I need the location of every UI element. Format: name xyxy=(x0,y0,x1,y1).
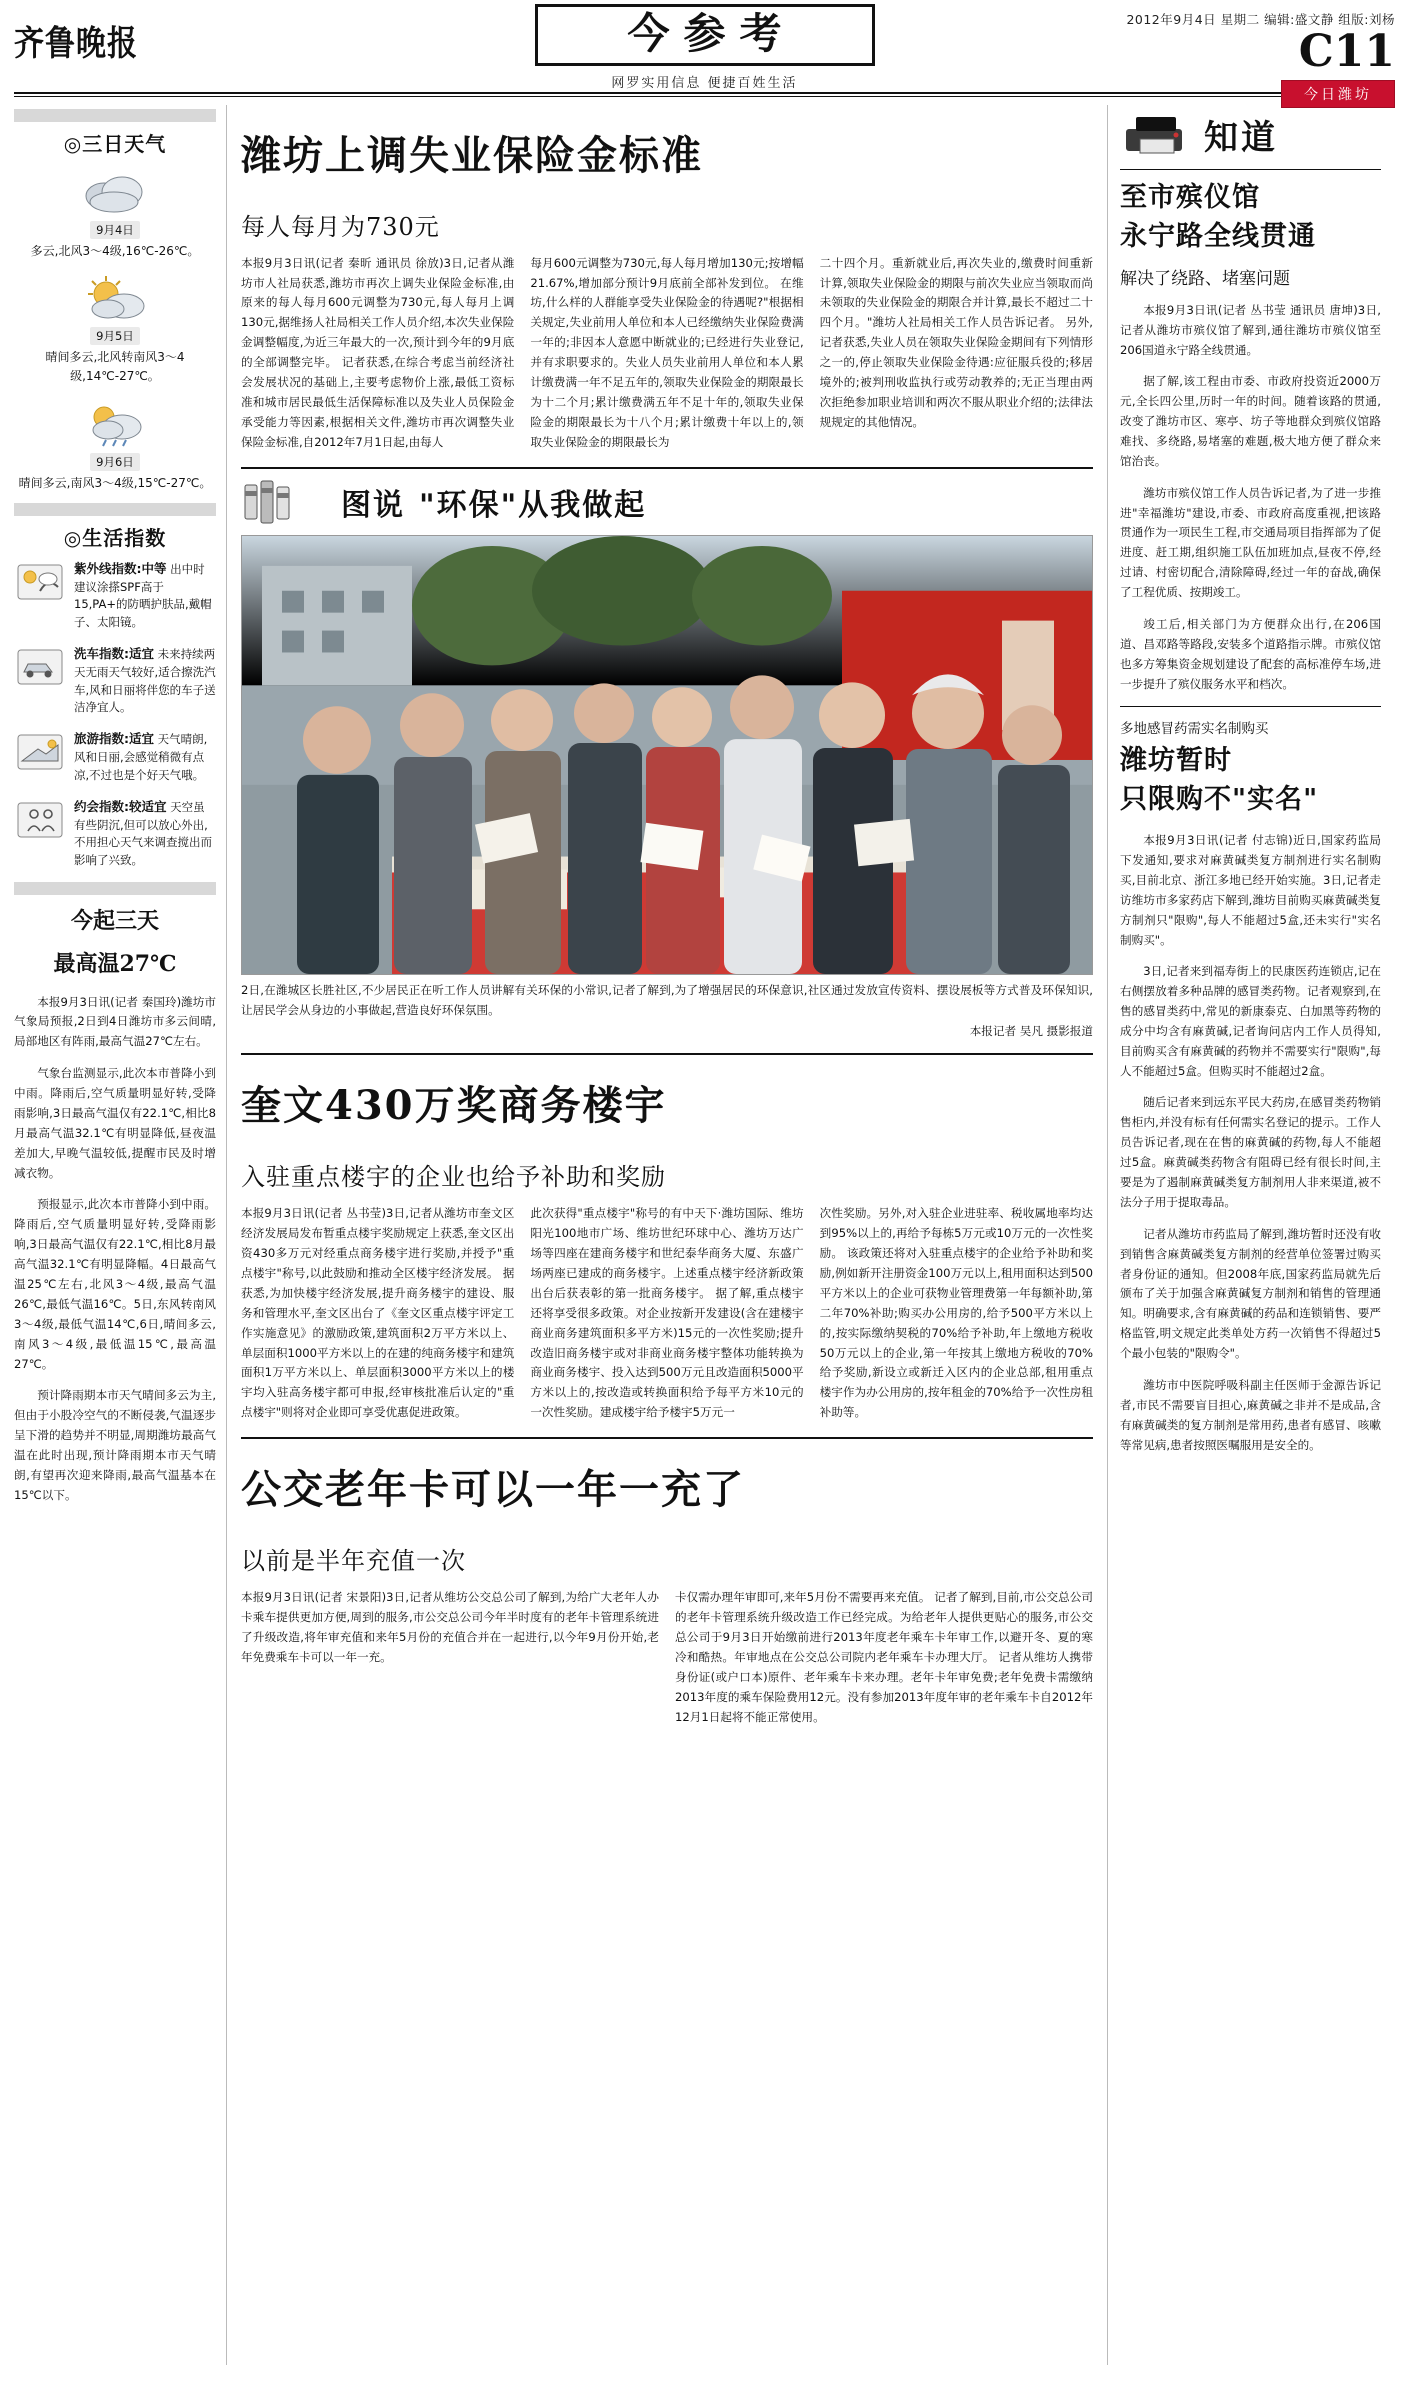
article-cemetery-road xyxy=(1120,178,1381,695)
article-body xyxy=(241,254,1093,453)
article-paragraph: 本报9月3日讯(记者 丛书莹 通讯员 唐坤)3日,记者从潍坊市殡仪馆了解到,通往潍坊市殡仪馆至206国道永宁路全线贯通。 xyxy=(1120,302,1381,357)
forecast-paragraph: 预计降雨期本市天气晴间多云为主,但由于小股冷空气的不断侵袭,气温逐步呈下滑的趋势并不明显,周期潍坊最高气温在此时出现,预计降雨期本市天气晴朗,有望再次迎来降雨,最高气温基本在15℃以下。 xyxy=(14,1388,216,1502)
photo-feature-header xyxy=(241,479,1093,525)
life-index-desc: 天空虽有些阴沉,但可以放心外出,不用担心天气来调查搅出而影响了兴致。 xyxy=(74,799,212,868)
life-index-text xyxy=(74,644,216,717)
life-index-text xyxy=(74,559,216,632)
article-subheadline: 每人每月为730元 xyxy=(241,212,440,241)
weather-day xyxy=(14,165,216,261)
photo-feature-title: "环保"从我做起 xyxy=(419,487,647,523)
article-headline: 公交老年卡可以一年一充了 xyxy=(241,1466,745,1514)
forecast-title-line2: 最高温27℃ xyxy=(53,950,177,977)
forecast-paragraph: 气象台监测显示,此次本市普降小到中雨。降雨后,空气质量明显好转,受降雨影响,3日最高气温仅有22.1℃,相比8月最高气温32.1℃有明显降低,昼夜温差加大,早晚气温较低,提醒市民及时增减衣物。 xyxy=(14,1065,216,1180)
article-column: 卡仅需办理年审即可,来年5月份不需要再来充值。 记者了解到,目前,市公交总公司的老年卡管理系统升级改造工作已经完成。为给老年人提供更贴心的服务,市公交总公司于9月3日开始缴前进行2013年度老年乘车卡年审工作,以避开冬、夏的寒冷和酷热。年审地点在公交总公司院内老年乘车卡办理大厅。 记者从维坊人携带身份证(或户口本)原件、老年乘车卡来办理。老年卡年审免费;老年免费卡需缴纳2013年度的乘车保险费用12元。没有参加2013年度年审的老年乘车卡自2012年12月1日起将不能正常使用。 xyxy=(675,1589,1093,1724)
article-headline-line1: 潍坊暂时 xyxy=(1120,745,1232,777)
sun-rain-icon xyxy=(14,397,216,451)
photo-credit: 本报记者 吴凡 摄影报道 xyxy=(969,1024,1093,1039)
article-column: 本报9月3日讯(记者 秦昕 通讯员 徐放)3日,记者从潍坊市人社局获悉,潍坊市再次上调失业保险金标准,由原来的每人每月600元调整为730元,每人每月上调130元,据维扬人社局相关工作人员介绍,本次失业保险金调整幅度,为近三年最大的一次,预计到今年的9月底的全部调整完毕。 记者获悉,在综合考虑当前经济社会发展状况的基础上,主要考虑物价上涨,最低工资标准和城市居民最低生活保障标准以及失业人员保险金承受能力等因素,根据相关文件,潍坊市再次调整失业保险金标准,自2012年7月1日起,由每人 xyxy=(241,255,515,450)
life-index-text xyxy=(74,729,216,784)
article-paragraph: 随后记者来到远东平民大药房,在感冒类药物销售柜内,并没有标有任何需实名登记的提示。工作人员告诉记者,现在在售的麻黄碱的药物,每人不能超过5盒。麻黄碱类药物含有阻碍已经有很长时间,主要是为了遏制麻黄碱类复方制剂用人非来渠道,被不法分子用于提取毒品。 xyxy=(1120,1095,1381,1210)
photo-feature xyxy=(241,479,1093,1039)
weather-date: 9月5日 xyxy=(90,327,140,345)
article-column: 二十四个月。重新就业后,再次失业的,缴费时间重新计算,领取失业保险金的期限与前次失业应当领取而尚未领取的失业保险金的期限合并计算,最长不超过二十四个月。"潍坊人社局相关工作人员告诉记者。 另外,记者获悉,失业人员在领取失业保险金期间有下列情形之一的,停止领取失业保险金待遇:应征服兵役的;移居境外的;被判刑收监执行或劳动教养的;无正当理由两次拒绝参加职业培训和两次不服从职业介绍的;法律法规规定的其他情况。 xyxy=(819,255,1093,430)
life-index-title: ◎生活指数 xyxy=(63,525,167,550)
right-column xyxy=(1107,105,1381,2365)
masthead-right xyxy=(965,0,1395,108)
article-headline-line1: 至市殡仪馆 xyxy=(1120,182,1260,213)
article-ephedrine-drugs xyxy=(1120,717,1381,1455)
life-index-label: 洗车指数:适宜 xyxy=(74,646,154,661)
weather-desc: 晴间多云,北风转南风3～4级,14℃-27℃。 xyxy=(45,350,185,384)
article-paragraph: 竣工后,相关部门为方便群众出行,在206国道、昌邓路等路段,安装多个道路指示牌。市殡仪馆也多方筹集资金规划建设了配套的高标准停车场,进一步提升了殡仪服务水平和档次。 xyxy=(1120,616,1381,691)
life-index-desc: 未来持续两天无雨天气较好,适合擦洗汽车,风和日丽将伴您的车子送洁净宜人。 xyxy=(74,647,216,715)
life-index-item xyxy=(14,729,216,784)
paper-logo xyxy=(14,0,214,65)
article-subheadline: 以前是半年充值一次 xyxy=(241,1546,466,1575)
article-divider xyxy=(241,1053,1093,1055)
life-index-text xyxy=(74,797,216,870)
article-column: 每月600元调整为730元,每人每月增加130元;按增幅21.67%,增加部分预计9月底前全部补发到位。 在维坊,什么样的人群能享受失业保险金的待遇呢?"根据相关规定,失业前用人单位和本人已经缴纳失业保险费满一年的;非因本人意愿中断就业的;已经进行失业登记,并有求职要求的。失业人员失业前用人单位和本人累计缴费满一年不足五年的,领取失业保险金的期限最长为十二个月;累计缴费满五年不足十年的,领取失业保险金的期限最长为十八个月;累计缴费十年以上的,领取失业保险金的期限最长为 xyxy=(530,255,804,450)
main-column xyxy=(227,105,1107,2365)
publication-date-line: 2012年9月4日 星期二 编辑:盛文静 组版:刘杨 xyxy=(1126,12,1395,27)
article-headline: 奎文430万奖商务楼宇 xyxy=(241,1082,667,1130)
forecast-title-line1: 今起三天 xyxy=(70,907,159,934)
article-divider xyxy=(241,467,1093,469)
article-divider xyxy=(241,1437,1093,1439)
cloud-icon xyxy=(14,165,216,219)
camera-icon xyxy=(241,479,327,525)
article-column: 此次获得"重点楼宇"称号的有中天下·潍坊国际、维坊阳光100地市广场、维坊世纪环球中心、潍坊万达广场等四座在建商务楼宇和世纪泰华商务大厦、东盛广场两座已建成的商务楼宇。上述重点楼宇经济新政策出台后获表彰的第一批商务楼宇。 据了解,重点楼宇还将享受很多政策。对企业按新开发建设(含在建楼宇商业商务建筑面积多平方米)15元的一次性奖励;提升改造旧商务楼宇或对非商业商务楼宇整体功能转换为商业商务楼宇、投入达到500万元且改造面积5000平方米以上的,按改造或转换面积给予每平方米10元的一次性奖励。建成楼宇给予楼宇5万元一 xyxy=(530,1205,804,1420)
article-office-building-award xyxy=(241,1082,1093,1423)
forecast-paragraph: 本报9月3日讯(记者 秦国玲)潍坊市气象局预报,2日到4日潍坊市多云间晴,局部地区有阵雨,最高气温27℃左右。 xyxy=(14,994,216,1049)
section-divider xyxy=(1120,169,1381,170)
left-column xyxy=(14,105,227,2365)
travel-icon xyxy=(14,729,66,775)
article-body xyxy=(241,1204,1093,1423)
date-icon xyxy=(14,797,66,843)
forecast-paragraph: 预报显示,此次本市普降小到中雨。降雨后,空气质量明显好转,受降雨影响,3日最高气温仅有22.1℃,相比8月最高气温32.1℃有明显降幅。4日最高气温25℃左右,北风3～4级,最高气温26℃,最低气温16℃。5日,东风转南风3～4级,最低气温14℃,6日,晴间多云,南风3～4级,最低温15℃,最高温27℃。 xyxy=(14,1197,216,1371)
article-paragraph: 3日,记者来到福寿街上的民康医药连锁店,记在右侧摆放着多种品牌的感冒类药物。记者观察到,在售的感冒类药中,常见的新康泰克、白加黑等药物的成分中均含有麻黄碱,记者询问店内工作人员得知,目前购买含有麻黄碱的药物并不需要实行"限购",每人不能超过5盒。但购买时不能超过2盒。 xyxy=(1120,964,1381,1078)
article-paragraph: 潍坊市殡仪馆工作人员告诉记者,为了进一步推进"幸福潍坊"建设,市委、市政府高度重视,把该路贯通作为一项民生工程,市交通局项目指挥部为了促进度、赶工期,组织施工队伍加班加点,昼夜不停,经过请、村密切配合,清除障碍,经过一年的奋战,确保了工程优质、按期竣工。 xyxy=(1120,485,1381,600)
article-headline-line2: 永宁路全线贯通 xyxy=(1120,221,1316,253)
photo-caption: 2日,在潍城区长胜社区,不少居民正在听工作人员讲解有关环保的小常识,记者了解到,为了增强居民的环保意识,社区通过发放宣传资料、摆设展板等方式普及环保知识,让居民学会从身边的小事做起,营造良好环保氛围。 xyxy=(241,982,1093,1017)
article-body xyxy=(241,1588,1093,1728)
article-column: 本报9月3日讯(记者 宋景阳)3日,记者从维坊公交总公司了解到,为给广大老年人办卡乘车提供更加方便,周到的服务,市公交总公司今年半时度有的老年卡管理系统进了升级改造,将年审充值和来年5月份的充值合并在一起进行,以今年9月份开始,老年免费乘车卡可以一年一充。 xyxy=(241,1589,659,1664)
article-column: 本报9月3日讯(记者 丛书莹)3日,记者从潍坊市奎文区经济发展局发布暂重点楼宇奖励规定上获悉,奎文区出资430多万元对经重点商务楼宇进行奖励,并授予"重点楼宇"称号,以此鼓励和推动全区楼宇经济发展。 据获悉,为加快楼宇经济发展,提升商务楼宇的建设、服务和管理水平,奎文区出台了《奎文区重点楼宇评定工作实施意见》的激励政策,建筑面积2万平方米以上、单层面积1000平方米以上的在建的纯商务楼宇和建筑面积1万平方米以上、单层面积3000平方米以上的楼宇均入驻高务楼宇都可申报,经审核批准后认定的"重点楼宇"则将对企业即可享受优惠促进政策。 xyxy=(241,1205,515,1420)
section-logo-subtitle: 网罗实用信息 便捷百姓生活 xyxy=(611,76,798,92)
life-index-label: 旅游指数:适宜 xyxy=(74,731,154,747)
today-badge: 今日潍坊 xyxy=(1281,80,1395,108)
life-index-item xyxy=(14,644,216,717)
weather-desc: 晴间多云,南风3～4级,15℃-27℃。 xyxy=(18,475,212,490)
weather-desc: 多云,北风3～4级,16℃-26℃。 xyxy=(30,244,200,258)
decor-band xyxy=(14,109,216,122)
life-index-item xyxy=(14,797,216,870)
paper-name: 齐鲁晚报 xyxy=(14,23,138,65)
article-paragraph: 潍坊市中医院呼吸科副主任医师于金源告诉记者,市民不需要盲目担心,麻黄碱之非并不是成品,含有麻黄碱类的复方制剂是常用药,患者有感冒、咳嗽等常见病,患者按照医嘱服用是安全的。 xyxy=(1120,1377,1381,1452)
article-senior-bus-card xyxy=(241,1466,1093,1727)
know-section-title: 知道 xyxy=(1204,117,1278,158)
uv-icon xyxy=(14,559,66,605)
life-index-desc: 天气晴朗,风和日丽,会感觉稍微有点凉,不过也是个好天气哦。 xyxy=(74,732,208,782)
section-logo xyxy=(535,4,875,91)
article-paragraph: 记者从潍坊市药监局了解到,潍坊暂时还没有收到销售含麻黄碱类复方制剂的经营单位签署过购买者身份证的通知。但2008年底,国家药监局就先后颁布了关于加强含麻黄碱复方制剂和销售的管理通知。明确要求,含有麻黄碱的药品和连锁销售、要严格监管,明文规定此类单处方药一次销售不得超过5个最小包装的"限购令"。 xyxy=(1120,1226,1381,1361)
page-number: C11 xyxy=(1298,26,1395,77)
printer-icon xyxy=(1120,109,1194,159)
page-body xyxy=(14,105,1395,2365)
weather-day xyxy=(14,271,216,386)
feature-photo xyxy=(241,535,1093,975)
sun-cloud-icon xyxy=(14,271,216,325)
article-headline: 潍坊上调失业保险金标准 xyxy=(241,131,703,179)
section-divider xyxy=(1120,706,1381,707)
article-paragraph: 本报9月3日讯(记者 付志锦)近日,国家药监局下发通知,要求对麻黄碱类复方制剂进行实名制购买,目前北京、浙江多地已经开始实施。3日,记者走访维坊市多家药店下解到,潍坊目前购买麻黄碱类复方制剂只"限购",每人不能超过5盒,还未实行"实名制购买"。 xyxy=(1120,833,1381,947)
life-index-label: 紫外线指数:中等 xyxy=(74,560,167,576)
photo-feature-label: 图说 xyxy=(341,487,405,523)
life-index-desc: 出中时建议涂搽SPF高于15,PA+的防晒护肤品,戴帽子、太阳镜。 xyxy=(74,561,212,630)
article-column: 次性奖励。另外,对入驻企业进驻率、税收属地率均达到95%以上的,再给予每栋5万元或10万元的一次性奖励。 该政策还将对入驻重点楼宇的企业给予补助和奖励,例如新开注册资金100万元以上,租用面积达到500平方米以上的企业可获物业管理费第一年每额补助,第二年70%补助;购买办公用房的,给予500平方米以上的,按实际缴纳契税的70%给予补助,年上缴地方税收50万元以上的企业,第一年按其上缴地方税收的70%给予奖励,新设立或新迁入区内的企业总部,租用重点楼宇作为办公用房的,按年租金的70%给予一次性房租补助等。 xyxy=(819,1205,1093,1420)
article-subheadline: 入驻重点楼宇的企业也给予补助和奖励 xyxy=(241,1162,666,1191)
article-headline-line2: 只限购不"实名" xyxy=(1120,784,1319,816)
life-index-item xyxy=(14,559,216,632)
life-index-label: 约会指数:较适宜 xyxy=(74,798,167,814)
section-logo-title: 今参考 xyxy=(627,9,796,58)
weather-date: 9月6日 xyxy=(90,453,140,471)
weather-date: 9月4日 xyxy=(90,221,140,239)
article-unemployment-insurance xyxy=(241,132,1093,453)
weather-section-title: ◎三日天气 xyxy=(63,132,167,156)
article-subheadline: 解决了绕路、堵塞问题 xyxy=(1120,269,1290,290)
decor-band xyxy=(14,503,216,516)
masthead xyxy=(14,0,1395,103)
article-paragraph: 据了解,该工程由市委、市政府投资近2000万元,全长四公里,历时一年的时间。随着该路的贯通,改变了潍坊市区、寒亭、坊子等地群众到殡仪馆路难找、多绕路,易堵塞的难题,极大地方便了群众来馆治丧。 xyxy=(1120,374,1381,469)
decor-band xyxy=(14,882,216,895)
know-section-header xyxy=(1120,109,1381,159)
car-wash-icon xyxy=(14,644,66,690)
article-kicker: 多地感冒药需实名制购买 xyxy=(1120,721,1269,738)
weather-day xyxy=(14,397,216,493)
